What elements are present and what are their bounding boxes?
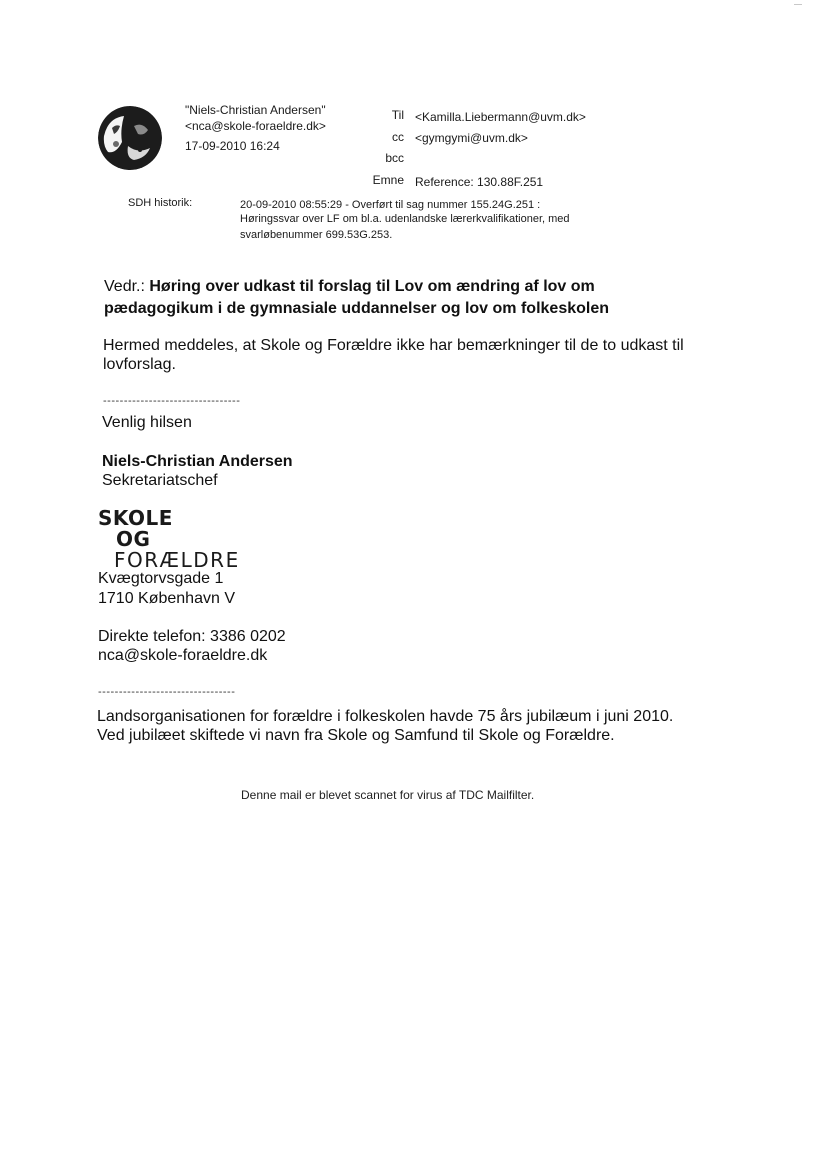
sender-avatar <box>98 106 162 170</box>
address-city: 1710 København V <box>98 590 235 607</box>
subject-value: Reference: 130.88F.251 <box>415 175 544 189</box>
sent-date: 17-09-2010 16:24 <box>185 139 280 153</box>
signature-separator: --------------------------------- <box>103 395 241 407</box>
virus-note: Denne mail er blevet scannet for virus af TDC Mailfilter. <box>241 788 535 802</box>
sender-email: <nca@skole-foraeldre.dk> <box>185 119 326 133</box>
subject-line: pædagogikum i de gymnasiale uddannelser og lov om folkeskolen <box>104 300 609 317</box>
footer-line: Landsorganisationen for forældre i folkeskolen havde 75 års jubilæum i juni 2010. <box>97 708 674 725</box>
footer-separator: --------------------------------- <box>98 686 236 698</box>
history-label: SDH historik: <box>128 197 193 209</box>
signer-name: Niels-Christian Andersen <box>102 453 293 470</box>
phone: Direkte telefon: 3386 0202 <box>98 628 286 645</box>
signer-title: Sekretariatschef <box>102 472 218 489</box>
logo-line: FORÆLDRE <box>114 548 240 572</box>
history-line: 20-09-2010 08:55:29 - Overført til sag nummer 155.24G.251 : <box>240 199 541 211</box>
logo-line: SKOLE <box>98 506 173 530</box>
bcc-label: bcc <box>385 151 404 165</box>
to-label: Til <box>391 108 404 122</box>
subject-prefix: Vedr.: <box>104 278 145 295</box>
subject-heading <box>104 276 609 320</box>
message-line: Hermed meddeles, at Skole og Forældre ikke har bemærkninger til de to udkast til <box>103 337 684 354</box>
subject-line: Høring over udkast til forslag til Lov om ændring af lov om <box>149 278 595 295</box>
cc-label: cc <box>392 130 404 144</box>
greeting: Venlig hilsen <box>102 414 192 431</box>
address-street: Kvægtorvsgade 1 <box>98 570 224 587</box>
logo-line: OG <box>116 527 151 551</box>
org-logo <box>98 508 240 571</box>
cc-value: <gymgymi@uvm.dk> <box>415 131 528 145</box>
email-link[interactable]: nca@skole-foraeldre.dk <box>98 647 268 664</box>
to-value: <Kamilla.Liebermann@uvm.dk> <box>415 110 586 124</box>
message-line: lovforslag. <box>103 356 176 373</box>
scan-mark <box>794 4 802 5</box>
sender-name: "Niels-Christian Andersen" <box>185 103 326 117</box>
history-line: Høringssvar over LF om bl.a. udenlandske lærerkvalifikationer, med <box>240 213 570 225</box>
subject-label: Emne <box>372 173 404 187</box>
history-line: svarløbenummer 699.53G.253. <box>240 229 393 241</box>
footer-line: Ved jubilæet skiftede vi navn fra Skole og Samfund til Skole og Forældre. <box>97 727 615 744</box>
